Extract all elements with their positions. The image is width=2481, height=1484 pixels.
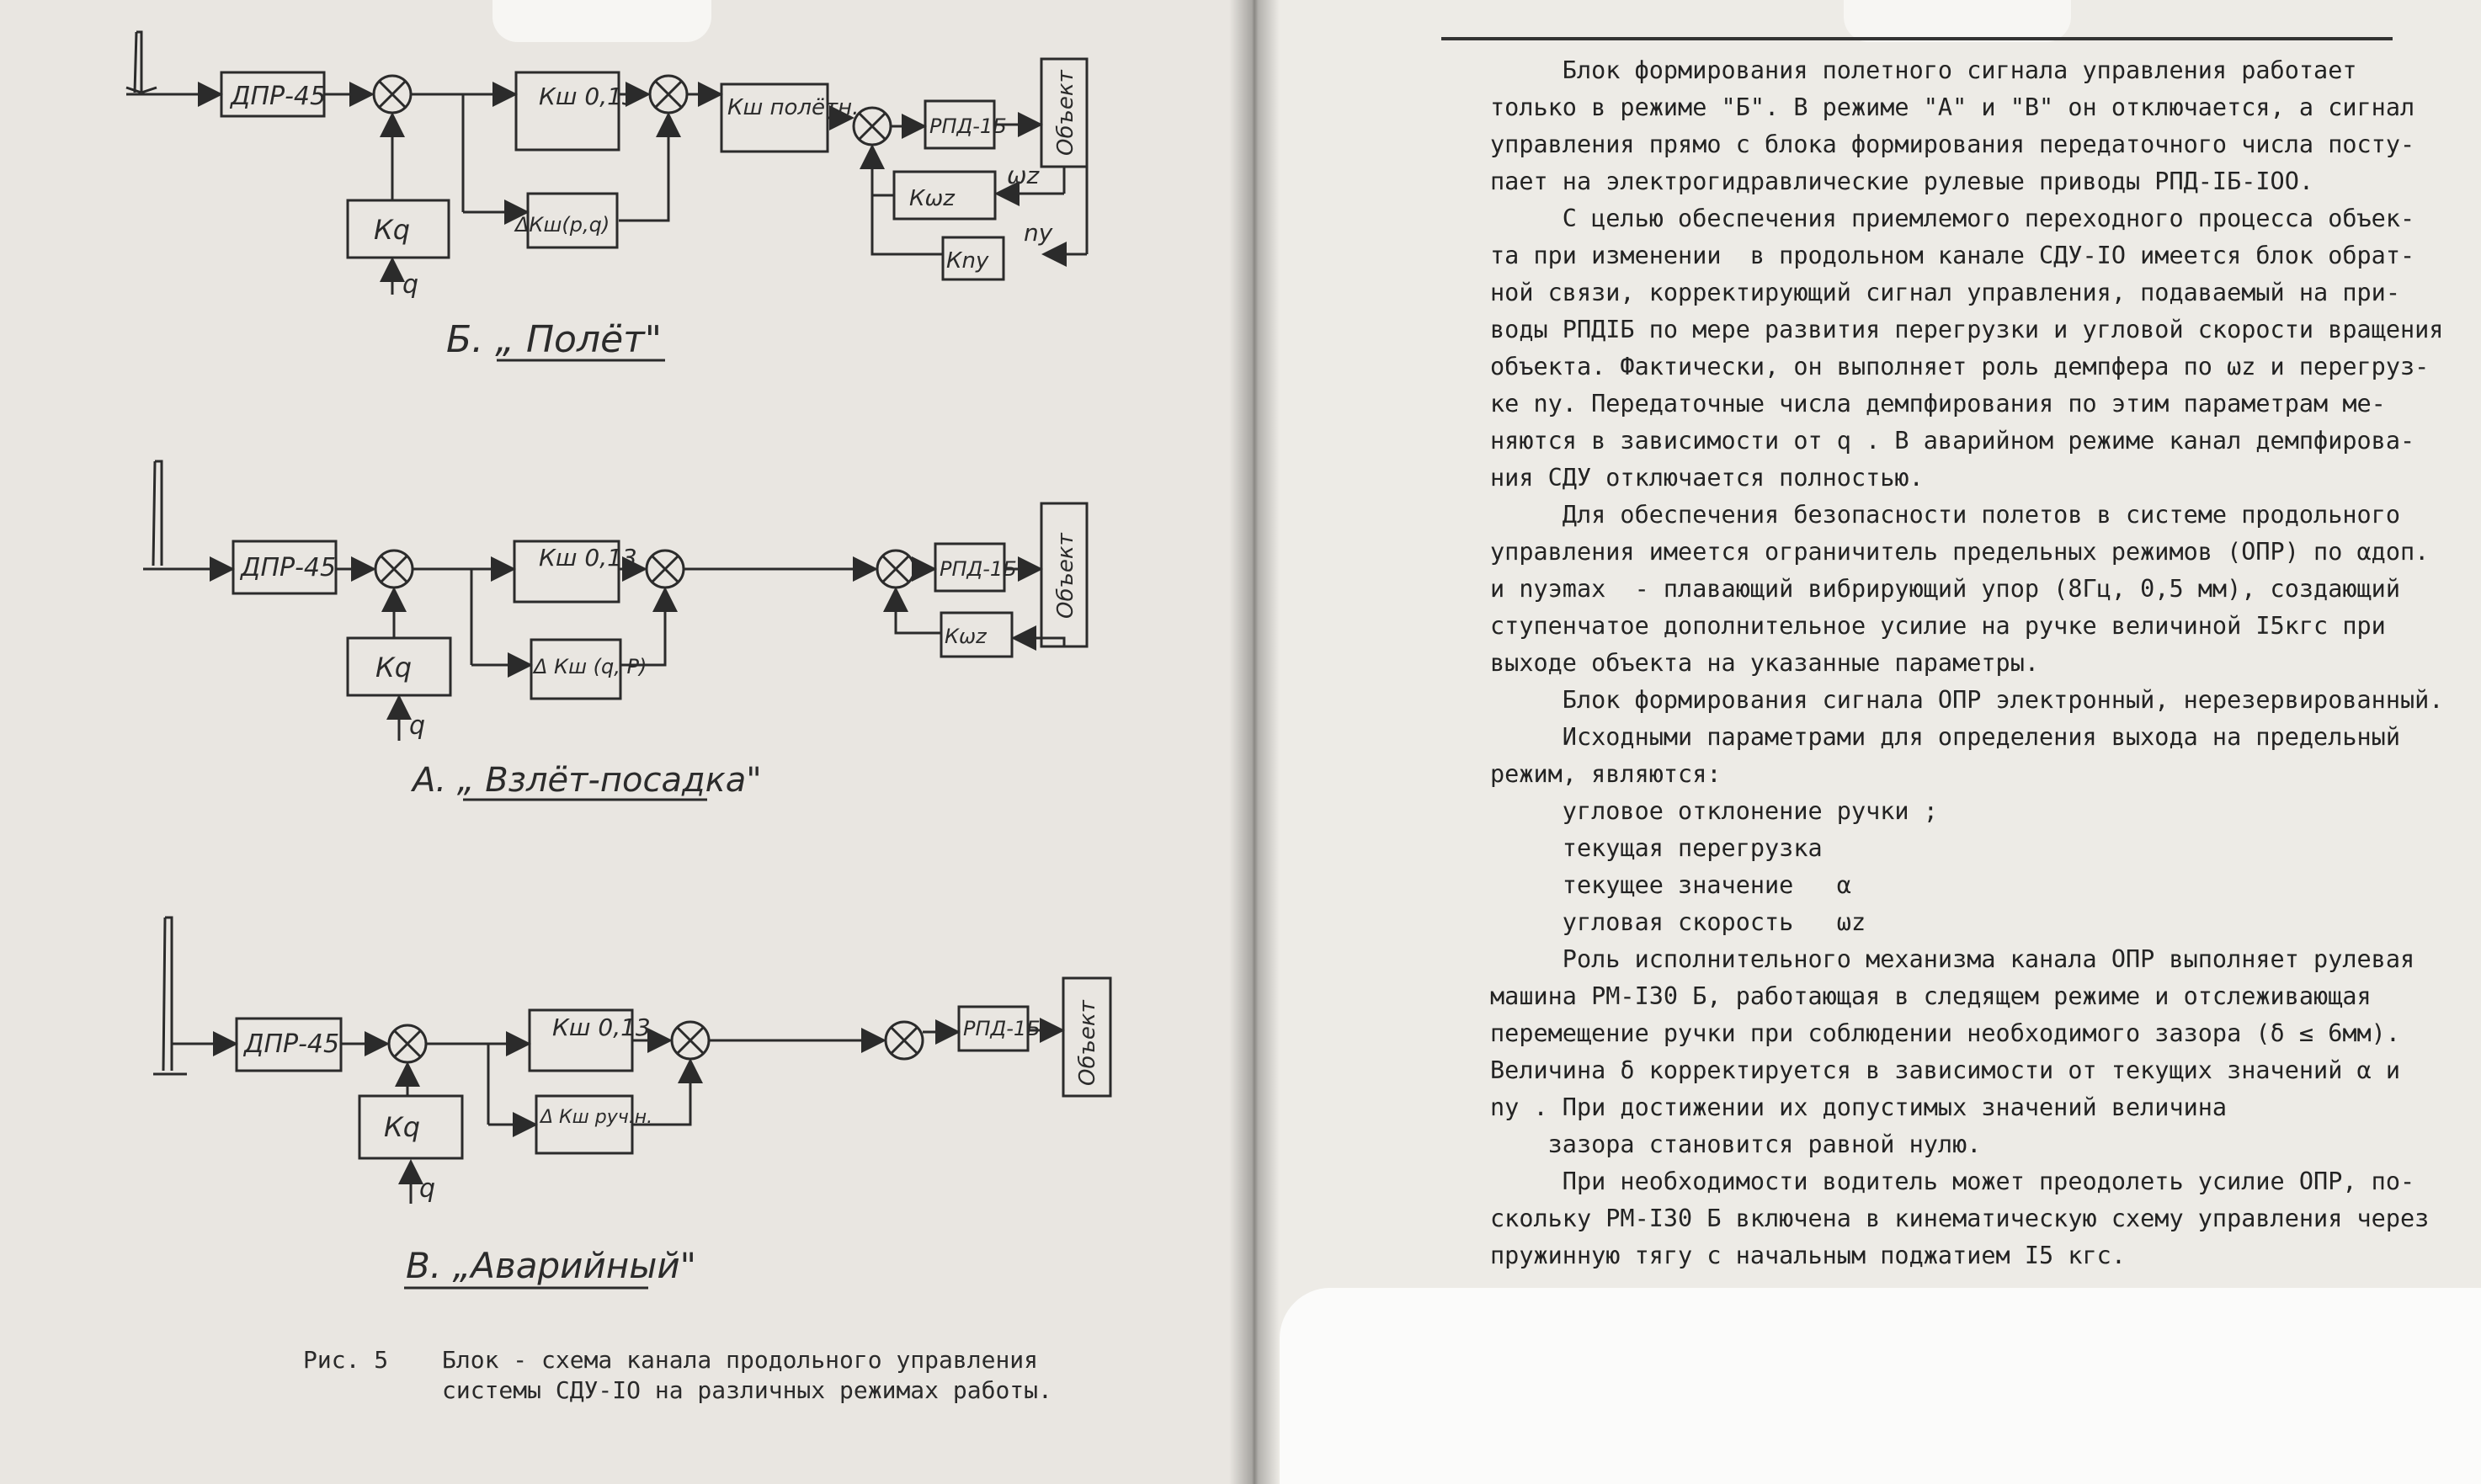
diagram-label: Кш 0,13 xyxy=(552,1013,651,1041)
diagram-v xyxy=(153,918,1110,1288)
text-line: скольку РМ-I30 Б включена в кинематическую схему управления через xyxy=(1490,1205,2430,1232)
text-line: ния СДУ отключается полностью. xyxy=(1490,464,1924,492)
text-line: воды РПДIБ по мере развития перегрузки и угловой скорости вращения xyxy=(1490,316,2444,343)
diagram-label: Δ Кш (q, Р) xyxy=(534,655,647,678)
text-line: Блок формирования полетного сигнала управления работает xyxy=(1490,56,2357,84)
text-line: управления имеется ограничитель предельных режимов (ОПР) по αдоп. xyxy=(1490,538,2430,566)
text-line: Блок формирования сигнала ОПР электронный, нерезервированный. xyxy=(1490,686,2444,714)
title-diagram-v: В. „Аварийный" xyxy=(406,1245,696,1286)
title-diagram-b: Б. „ Полёт" xyxy=(446,318,663,361)
diagram-label: ΔКш(р,q) xyxy=(515,213,610,237)
diagram-label: Объект xyxy=(1075,1000,1100,1086)
text-line: ной связи, корректирующий сигнал управления, подаваемый на при- xyxy=(1490,279,2400,306)
text-line: угловая скорость ωz xyxy=(1490,908,1866,936)
text-line: текущее значение α xyxy=(1490,871,1851,899)
diagram-label: Δ Кш руч.н. xyxy=(540,1107,653,1128)
text-line: выходе объекта на указанные параметры. xyxy=(1490,649,2040,677)
diagram-label: q xyxy=(419,1174,436,1204)
diagram-label: Кш полётн. xyxy=(727,95,860,120)
diagram-label: РПД-1Б xyxy=(963,1017,1041,1040)
text-line: режим, являются: xyxy=(1490,760,1722,788)
page-tab-right xyxy=(1844,0,2071,42)
diagram-label: Объект xyxy=(1053,70,1078,156)
diagram-label: РПД-1Б xyxy=(929,114,1007,138)
text-line: объекта. Фактически, он выполняет роль демпфера по ωz и перегруз- xyxy=(1490,353,2430,380)
diagram-label: q xyxy=(402,270,419,300)
diagram-label: Кq xyxy=(384,1111,421,1143)
text-line: С целью обеспечения приемлемого переходного процесса объек- xyxy=(1490,205,2415,232)
diagram-a xyxy=(143,461,1087,800)
figure-number: Рис. 5 xyxy=(303,1346,389,1374)
right-page-text xyxy=(1490,52,2444,1274)
text-line: машина РМ-I30 Б, работающая в следящем режиме и отслеживающая xyxy=(1490,982,2372,1010)
diagram-label: Кωz xyxy=(945,625,987,648)
diagram-label: Кωz xyxy=(909,186,955,211)
text-line: При необходимости водитель может преодолеть усилие ОПР, по- xyxy=(1490,1168,2415,1195)
text-line: Для обеспечения безопасности полетов в системе продольного xyxy=(1490,501,2400,529)
blank-paper-area xyxy=(1280,1288,2481,1484)
text-line: текущая перегрузка xyxy=(1490,834,1823,862)
diagram-label: Объект xyxy=(1053,533,1078,619)
text-line: Исходными параметрами для определения выхода на предельный xyxy=(1490,723,2400,751)
text-line: угловое отклонение ручки ; xyxy=(1490,797,1938,825)
diagram-label: Кq xyxy=(374,214,411,246)
text-line: ny . При достижении их допустимых значений величина xyxy=(1490,1093,2228,1121)
text-line: зазора становится равной нулю. xyxy=(1490,1130,1982,1158)
text-line: няются в зависимости от q . В аварийном режиме канал демпфирова- xyxy=(1490,427,2415,455)
text-line: управления прямо с блока формирования передаточного числа посту- xyxy=(1490,130,2415,158)
text-line: Роль исполнительного механизма канала ОПР выполняет рулевая xyxy=(1490,945,2415,973)
diagram-label: q xyxy=(409,711,426,741)
diagram-label: РПД-1Б xyxy=(940,557,1017,581)
diagram-label: Кш 0,13 xyxy=(539,82,637,110)
text-line: ке ny. Передаточные числа демпфирования по этим параметрам ме- xyxy=(1490,390,2386,418)
caption-line-1: Блок - схема канала продольного управления xyxy=(442,1346,1039,1374)
diagram-label: ny xyxy=(1024,219,1053,247)
text-line: та при изменении в продольном канале СДУ-IO имеется блок обрат- xyxy=(1490,242,2415,269)
diagram-label: ДПР-45 xyxy=(244,1029,340,1059)
text-line: перемещение ручки при соблюдении необходимого зазора (δ ≤ 6мм). xyxy=(1490,1019,2400,1047)
title-diagram-a: А. „ Взлёт-посадка" xyxy=(413,761,762,800)
text-line: Величина δ корректируется в зависимости от текущих значений α и xyxy=(1490,1056,2400,1084)
text-line: только в режиме "Б". В режиме "А" и "В" он отключается, а сигнал xyxy=(1490,93,2415,121)
diagram-label: Кq xyxy=(375,652,413,683)
diagram-label: ДПР-45 xyxy=(241,553,337,582)
text-line: и nyэmax - плавающий вибрирующий упор (8Гц, 0,5 мм), создающий xyxy=(1490,575,2400,603)
text-line: пает на электрогидравлические рулевые приводы РПД-IБ-IOO. xyxy=(1490,168,2314,195)
diagram-label: Кny xyxy=(946,248,989,274)
caption-line-2: системы СДУ-IO на различных режимах работы. xyxy=(442,1376,1052,1404)
text-line: ступенчатое дополнительное усилие на ручке величиной I5кгс при xyxy=(1490,612,2386,640)
label-dpr45-b: ДПР-45 xyxy=(231,82,327,111)
header-rule xyxy=(1441,37,2393,40)
diagram-label: ωz xyxy=(1007,162,1040,189)
diagram-label: Кш 0,13 xyxy=(539,544,637,572)
diagram-b xyxy=(126,32,1087,361)
text-line: пружинную тягу с начальным поджатием I5 кгс. xyxy=(1490,1242,2126,1269)
